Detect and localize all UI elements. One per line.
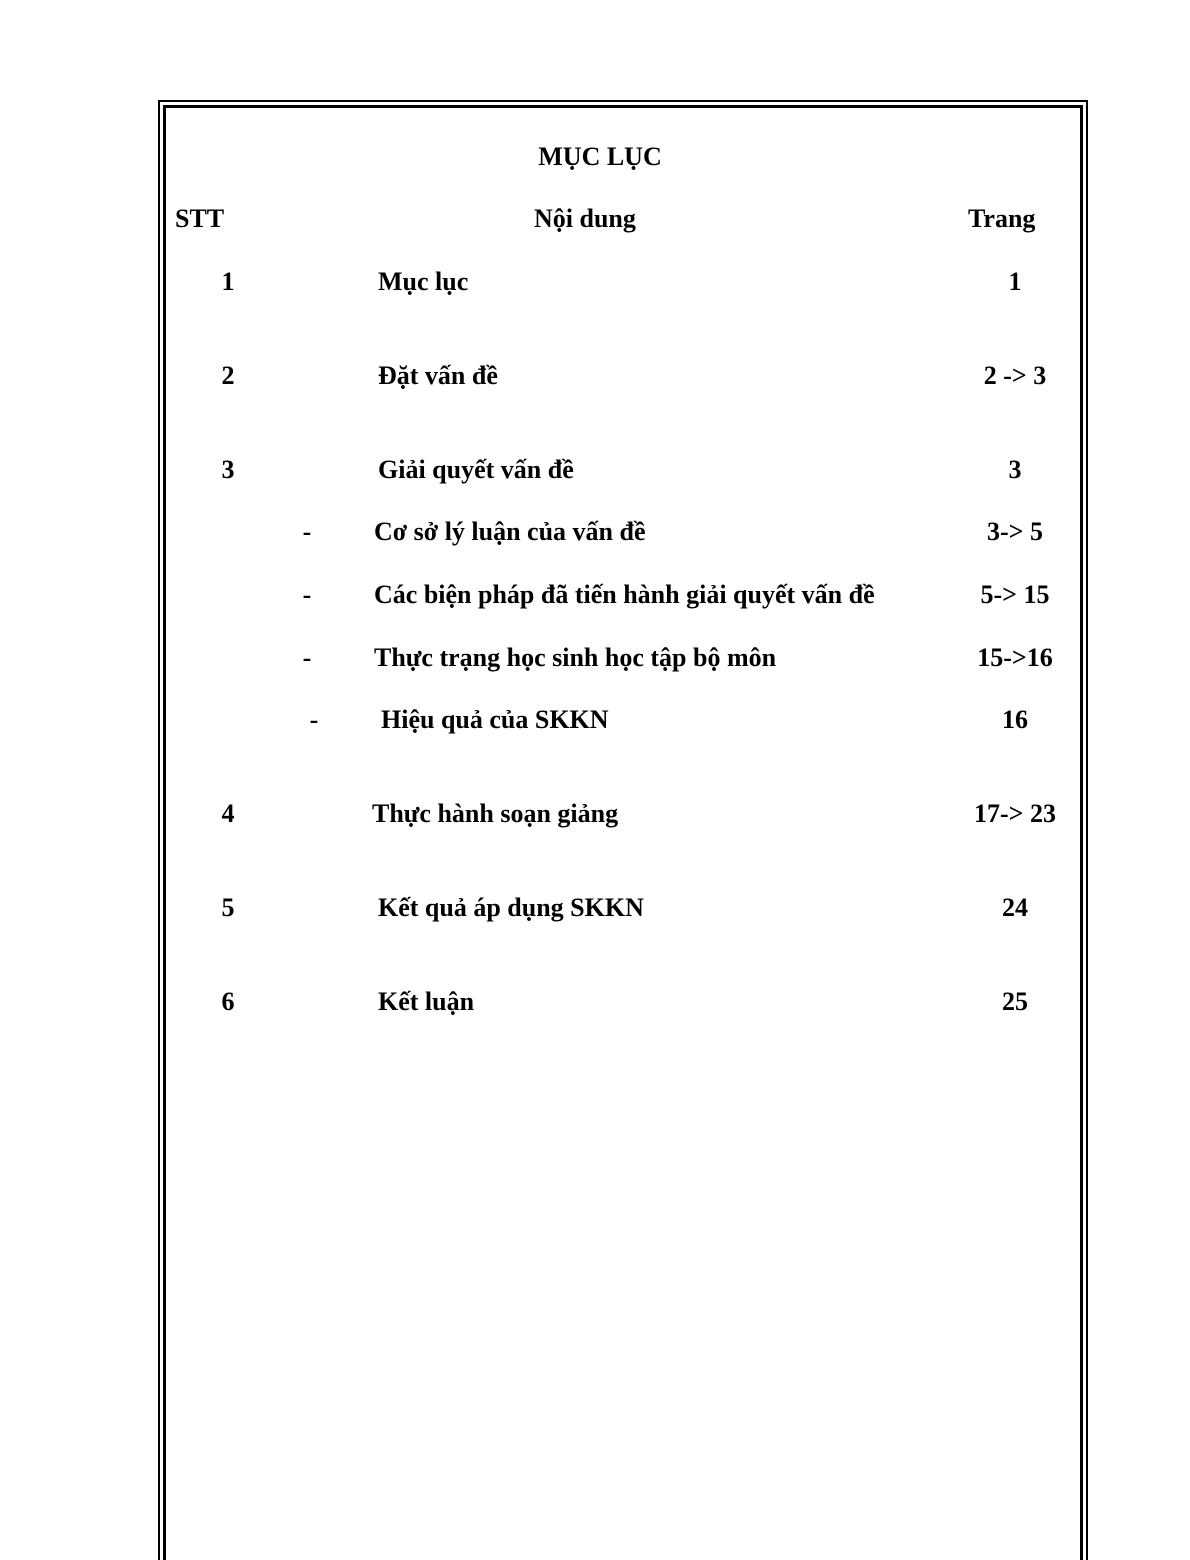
header-page: Trang (968, 204, 1036, 233)
header-stt: STT (175, 204, 225, 233)
toc-entry-4-page: 17-> 23 (974, 799, 1056, 828)
header-content: Nội dung (534, 204, 636, 233)
toc-subentry-2-page: 5-> 15 (980, 580, 1050, 609)
toc-entry-1-number: 1 (221, 267, 235, 296)
toc-entry-5-content[interactable]: Kết quả áp dụng SKKN (378, 893, 644, 922)
toc-entry-2-content[interactable]: Đặt vấn đề (378, 361, 498, 390)
toc-title: MỤC LỤC (538, 142, 662, 171)
toc-entry-5-number: 5 (221, 893, 235, 922)
toc-entry-6-content[interactable]: Kết luận (378, 987, 475, 1016)
page-border (158, 100, 1088, 1560)
toc-subentry-1-content[interactable]: Cơ sở lý luận của vấn đề (374, 517, 646, 546)
toc-subentry-4-bullet: - (309, 705, 319, 734)
toc-entry-6-page: 25 (1002, 987, 1028, 1016)
toc-entry-2-number: 2 (221, 361, 235, 390)
toc-subentry-3-page: 15->16 (977, 643, 1053, 672)
toc-entry-3-number: 3 (221, 455, 235, 484)
page-border-inner (163, 105, 1083, 1560)
toc-entry-4-content[interactable]: Thực hành soạn giảng (372, 799, 619, 828)
toc-entry-5-page: 24 (1002, 893, 1028, 922)
toc-entry-6-number: 6 (221, 987, 235, 1016)
toc-subentry-2-content[interactable]: Các biện pháp đã tiến hành giải quyết vấn đề (374, 580, 875, 609)
toc-subentry-1-page: 3-> 5 (987, 517, 1043, 546)
toc-subentry-3-bullet: - (302, 643, 312, 672)
toc-subentry-2-bullet: - (302, 580, 312, 609)
toc-subentry-1-bullet: - (302, 517, 312, 546)
toc-entry-2-page: 2 -> 3 (983, 361, 1047, 390)
toc-subentry-4-content[interactable]: Hiệu quả của SKKN (381, 705, 609, 734)
toc-entry-3-content[interactable]: Giải quyết vấn đề (378, 455, 574, 484)
toc-subentry-3-content[interactable]: Thực trạng học sinh học tập bộ môn (374, 643, 777, 672)
toc-entry-3-page: 3 (1008, 455, 1022, 484)
toc-entry-4-number: 4 (221, 799, 235, 828)
toc-subentry-4-page: 16 (1002, 705, 1028, 734)
toc-entry-1-page: 1 (1008, 267, 1022, 296)
toc-entry-1-content[interactable]: Mục lục (378, 267, 469, 296)
